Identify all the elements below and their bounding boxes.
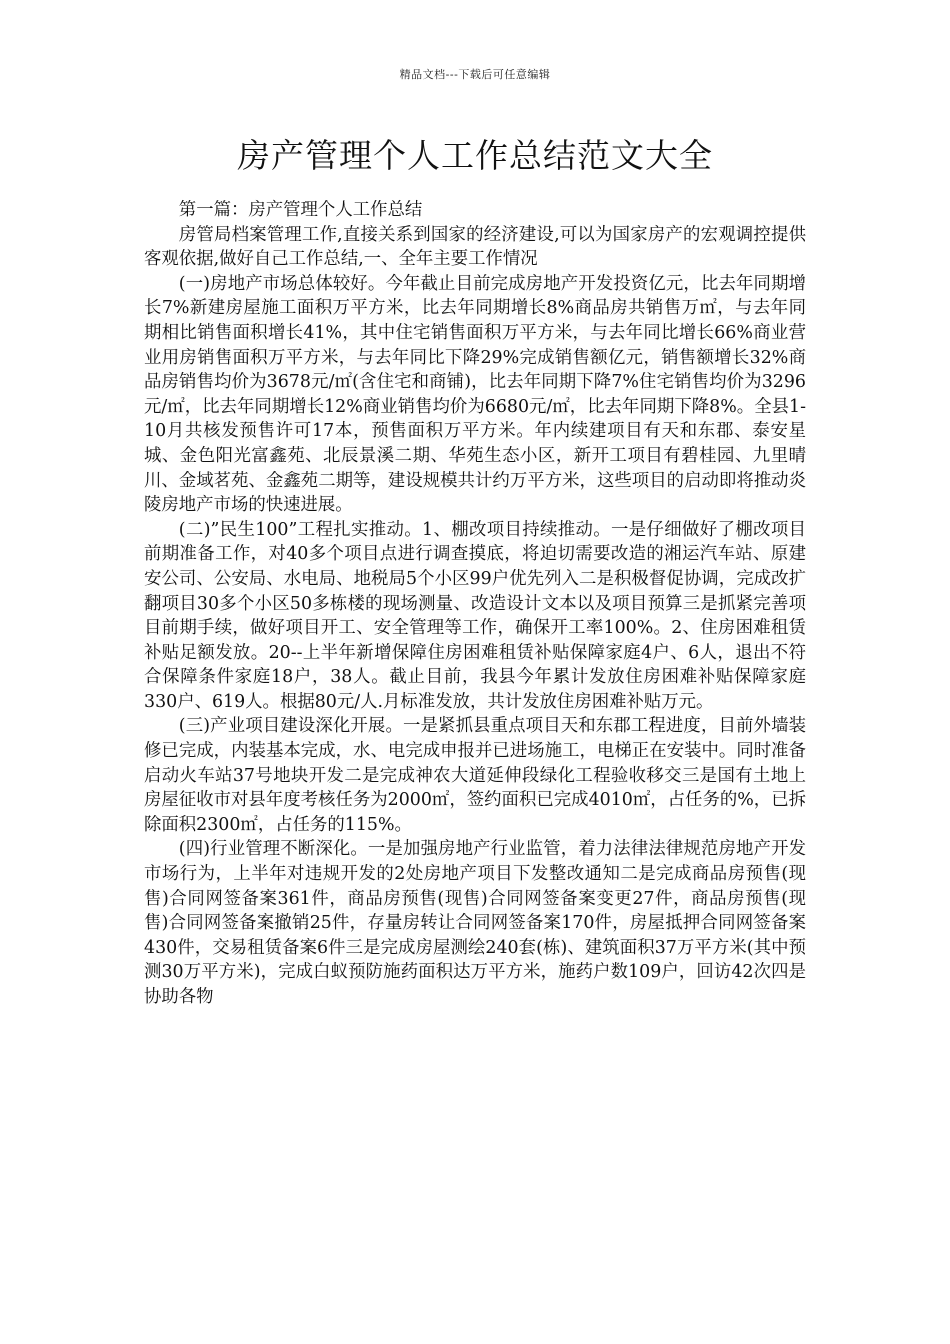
document-body [144,198,806,1010]
header-note: 精品文档---下载后可任意编辑 [399,68,551,81]
intro-paragraph: 房管局档案管理工作,直接关系到国家的经济建设,可以为国家房产的宏观调控提供客观依据,做好自己工作总结,一、全年主要工作情况 [144,224,806,270]
paragraph-market: (一)房地产市场总体较好。今年截止目前完成房地产开发投资亿元，比去年同期增长7%新建房屋施工面积万平方米，比去年同期增长8%商品房共销售万㎡，与去年同期相比销售面积增长41%，其中住宅销售面积万平方米，与去年同比增长66%商业营业用房销售面积万平方米，与去年同比下降29%完成销售额亿元，销售额增长32%商品房销售均价为3678元/㎡(含住宅和商铺)，比去年同期下降7%住宅销售均价为3296元/㎡，比去年同期增长12%商业销售均价为6680元/㎡，比去年同期下降8%。全县1-10月共核发预售许可17本，预售面积万平方米。年内续建项目有天和东郡、泰安星城、金色阳光富鑫苑、北辰景溪二期、华苑生态小区，新开工项目有碧桂园、九里晴川、金域茗苑、金鑫苑二期等，建设规模共计约万平方米，这些项目的启动即将推动炎陵房地产市场的快速进展。 [144,273,806,516]
paragraph-projects: (三)产业项目建设深化开展。一是紧抓县重点项目天和东郡工程进度，目前外墙装修已完成，内装基本完成，水、电完成申报并已进场施工，电梯正在安装中。同时准备启动火车站37号地块开发二是完成神农大道延伸段绿化工程验收移交三是国有土地上房屋征收市对县年度考核任务为2000㎡，签约面积已完成4010㎡，占任务的%，已拆除面积2300㎡，占任务的115%。 [144,716,806,835]
paragraph-livelihood: (二)”民生100”工程扎实推动。1、棚改项目持续推动。一是仔细做好了棚改项目前期准备工作，对40多个项目点进行调查摸底，将迫切需要改造的湘运汽车站、原建安公司、公安局、水电局、地税局5个小区99户优先列入二是积极督促协调，完成改扩翻项目30多个小区50多栋楼的现场测量、改造设计文本以及项目预算三是抓紧完善项目前期手续，做好项目开工、安全管理等工作，确保开工率100%。2、住房困难租赁补贴足额发放。20--上半年新增保障住房困难租赁补贴保障家庭4户、6人，退出不符合保障条件家庭18户，38人。截止目前，我县今年累计发放住房困难补贴保障家庭330户、619人。根据80元/人.月标准发放，共计发放住房困难补贴万元。 [144,519,806,712]
paragraph-management: (四)行业管理不断深化。一是加强房地产行业监管，着力法律法律规范房地产开发市场行为，上半年对违规开发的2处房地产项目下发整改通知二是完成商品房预售(现售)合同网签备案361件，商品房预售(现售)合同网签备案变更27件，商品房预售(现售)合同网签备案撤销25件，存量房转让合同网签备案170件，房屋抵押合同网签备案430件，交易租赁备案6件三是完成房屋测绘240套(栋)、建筑面积37万平方米(其中预测30万平方米)，完成白蚁预防施药面积达万平方米，施药户数109户，回访42次四是协助各物 [144,839,806,1007]
document-title: 房产管理个人工作总结范文大全 [237,136,713,175]
section-heading: 第一篇：房产管理个人工作总结 [178,200,423,220]
